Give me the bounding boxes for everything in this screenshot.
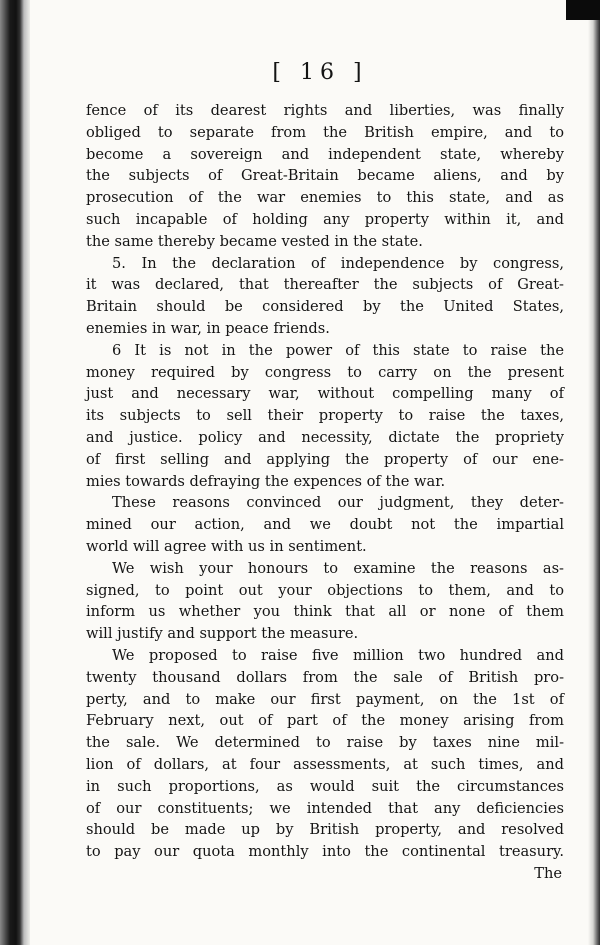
text-line: February next, out of part of the money arising from (86, 712, 564, 730)
text-line: to pay our quota monthly into the continental treasury. (86, 843, 564, 861)
binding-edge (0, 0, 30, 945)
text-line: world will agree with us in sentiment. (86, 537, 367, 555)
text-line: its subjects to sell their property to raise the taxes, (86, 407, 564, 425)
text-line: signed, to point out your objections to them, and to (86, 581, 564, 599)
text-line: in such proportions, as would suit the circumstances (86, 777, 564, 795)
text-line: perty, and to make our first payment, on the 1st of (86, 690, 564, 708)
text-line: become a sovereign and independent state, whereby (86, 145, 564, 163)
catchword: The (534, 864, 562, 882)
text-line: the same thereby became vested in the state. (86, 232, 423, 250)
text-line: inform us whether you think that all or none of them (86, 603, 564, 621)
scan-border (566, 0, 600, 20)
text-line: lion of dollars, at four assessments, at such times, and (86, 755, 564, 773)
text-line: of first selling and applying the property of our ene- (86, 450, 564, 468)
text-line: 5. In the declaration of independence by congress, (112, 254, 564, 272)
text-line: money required by congress to carry on the present (86, 363, 564, 381)
text-line: will justify and support the measure. (86, 625, 359, 643)
text-line: fence of its dearest rights and liberties, was finally (86, 102, 564, 119)
text-line: twenty thousand dollars from the sale of British pro- (86, 668, 564, 686)
text-line: We proposed to raise five million two hundred and (112, 646, 564, 664)
text-line: Britain should be considered by the United States, (86, 298, 564, 316)
text-line: should be made up by British property, and resolved (86, 821, 564, 839)
text-line: and justice. policy and necessity, dictate the propriety (86, 428, 564, 446)
text-line: prosecution of the war enemies to this state, and as (86, 189, 564, 207)
text-line: it was declared, that thereafter the subjects of Great- (86, 276, 564, 294)
page-number: [ 16 ] (272, 60, 368, 85)
text-line: of our constituents; we intended that any deficiencies (86, 799, 564, 817)
text-line: 6 It is not in the power of this state to raise the (112, 341, 564, 359)
text-line: enemies in war, in peace friends. (86, 319, 330, 337)
page-edge-shadow (588, 20, 600, 945)
text-line: mined our action, and we doubt not the impartial (86, 516, 564, 534)
text-line: We wish your honours to examine the reasons as- (112, 559, 564, 577)
text-line: the subjects of Great-Britain became aliens, and by (86, 167, 564, 185)
text-line: such incapable of holding any property within it, and (86, 210, 564, 228)
text-line: just and necessary war, without compelling many of (86, 385, 564, 403)
text-line: the sale. We determined to raise by taxes nine mil- (86, 734, 564, 752)
text-line: mies towards defraying the expences of the war. (86, 472, 446, 490)
body-text (86, 100, 564, 885)
text-line: obliged to separate from the British empire, and to (86, 123, 564, 141)
text-line: These reasons convinced our judgment, they deter- (112, 494, 564, 512)
